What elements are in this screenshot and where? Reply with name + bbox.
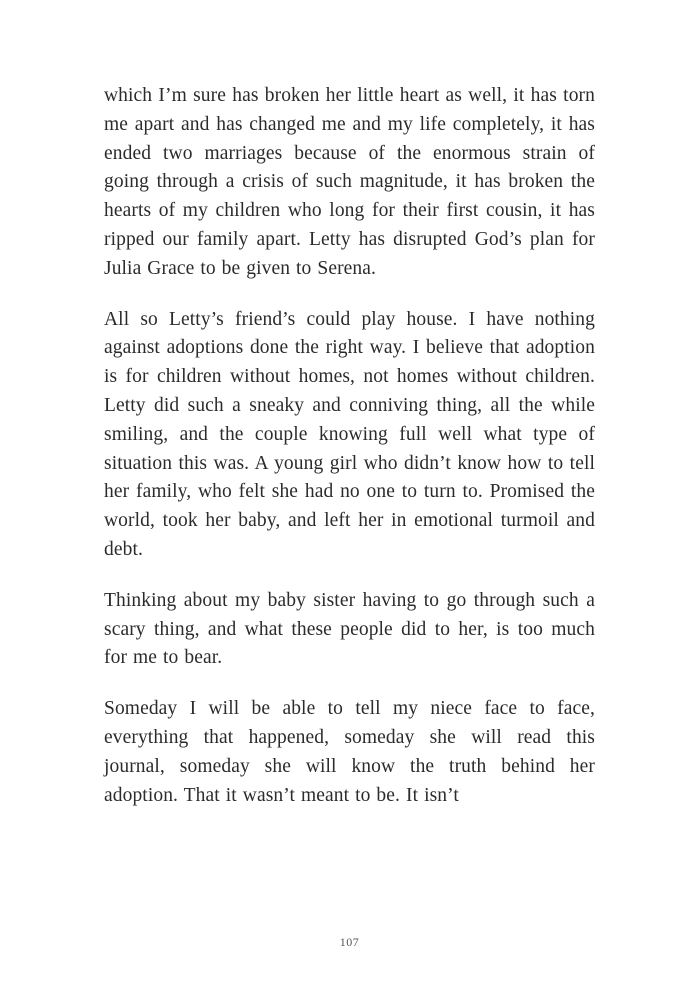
paragraph: Someday I will be able to tell my niece face to face, everything that happened, someday she will read this journal, someday she will know the truth behind her adoption. That it wasn’t meant to be. It isn’t <box>104 698 595 806</box>
paragraph: Thinking about my baby sister having to go through such a scary thing, and what these people did to her, is too much for me to bear. <box>104 589 595 669</box>
page-number: 107 <box>339 935 360 949</box>
page-text <box>104 82 595 810</box>
paragraph: which I’m sure has broken her little heart as well, it has torn me apart and has changed me and my life completely, it has ended two marriages because of the enormous strain of going through a crisis of such magnitude, it has broken the hearts of my children who long for their first cousin, it has ripped our family apart. Letty has disrupted God’s plan for Julia Grace to be given to Serena. <box>104 85 595 279</box>
paragraph: All so Letty’s friend’s could play house. I have nothing against adoptions done the right way. I believe that adoption is for children without homes, not homes without children. Letty did such a sneaky and conniving thing, all the while smiling, and the couple knowing full well what type of situation this was. A young girl who didn’t know how to tell her family, who felt she had no one to turn to. Promised the world, took her baby, and left her in emotional turmoil and debt. <box>104 308 595 560</box>
